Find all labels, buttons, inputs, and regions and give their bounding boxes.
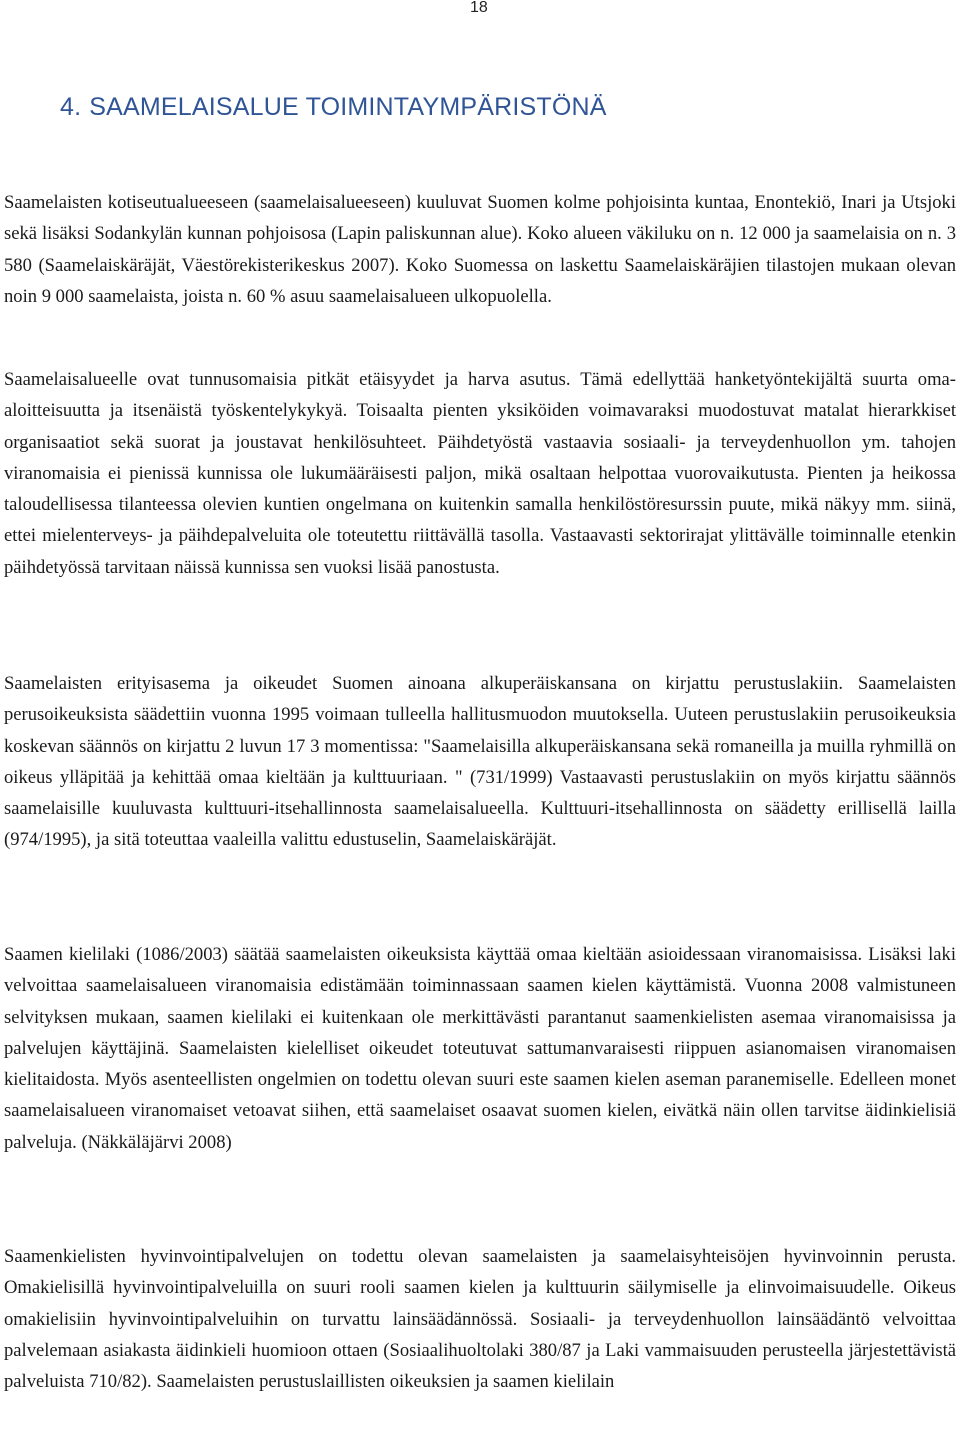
- chapter-number: 4.: [60, 93, 82, 121]
- paragraph-welfare-services: Saamenkielisten hyvinvointipalvelujen on todettu olevan saamelaisten ja saamelaisyhteisöjen hyvinvoinnin perusta. Omakielisillä hyvinvointipalveluilla on suuri rooli saamen kielen ja kulttuurin säilymiselle ja elinvoimaisuudelle. Oikeus omakielisiin hyvinvointipalveluihin on turvattu lainsäädännössä. Sosiaali- ja terveydenhuollon lainsäädäntö velvoittaa palvelemaan asiakasta äidinkieli huomioon ottaen (Sosiaalihuoltolaki 380/87 ja Laki vammaisuuden perusteella järjestettävistä palveluista 710/82). Saamelaisten perustuslaillisten oikeuksien ja saamen kielilain: [4, 1246, 956, 1393]
- paragraph-saamelaisalue-population: Saamelaisten kotiseutualueeseen (saamelaisalueeseen) kuuluvat Suomen kolme pohjoisinta kuntaa, Enontekiö, Inari ja Utsjoki sekä lisäksi Sodankylän kunnan pohjoisosa (Lapin paliskunnan alue). Koko alueen väkiluku on n. 12 000 ja saamelaisia on n. 3 580 (Saamelaiskäräjät, Väestörekisterikeskus 2007). Koko Suomessa on laskettu Saamelaiskäräjien tilastojen mukaan olevan noin 9 000 saamelaista, joista n. 60 % asuu saamelaisalueen ulkopuolella.: [4, 192, 956, 307]
- paragraph-constitutional-rights: Saamelaisten erityisasema ja oikeudet Suomen ainoana alkuperäiskansana on kirjattu perustuslakiin. Saamelaisten perusoikeuksista säädettiin vuonna 1995 voimaan tulleella hallitusmuodon muutoksella. Uuteen perustuslakiin perusoikeuksia koskevan säännös on kirjattu 2 luvun 17 3 momentissa: "Saamelaisilla alkuperäiskansana sekä romaneilla ja muilla ryhmillä on oikeus ylläpitää ja kehittää omaa kieltään ja kulttuuriaan. " (731/1999) Vastaavasti perustuslakiin on myös kirjattu säännös saamelaisille kuuluvasta kulttuuri-itsehallinnosta saamelaisalueella. Kulttuuri-itsehallinnosta on säädetty erillisellä lailla (974/1995), ja sitä toteuttaa vaaleilla valittu edustuselin, Saamelaiskäräjät.: [4, 673, 956, 851]
- chapter-title: SAAMELAISALUE TOIMINTAYMPÄRISTÖNÄ: [89, 93, 607, 121]
- page-number: 18: [470, 0, 488, 16]
- paragraph-sami-language-act: Saamen kielilaki (1086/2003) säätää saamelaisten oikeuksista käyttää omaa kieltään asioidessaan viranomaisissa. Lisäksi laki velvoittaa saamelaisalueen viranomaisia edistämään toiminnassaan saamen kielen käyttämistä. Vuonna 2008 valmistuneen selvityksen mukaan, saamen kielilaki ei kuitenkaan ole merkittävästi parantanut saamenkielisten asemaa viranomaisissa ja palvelujen käyttäjinä. Saamelaisten kielelliset oikeudet toteutuvat sattumanvaraisesti riippuen asianomaisen viranomaisen kielitaidosta. Myös asenteellisten ongelmien on todettu olevan suuri este saamen kielen aseman paranemiselle. Edelleen monet saamelaisalueen viranomaiset vetoavat siihen, että saamelaiset osaavat suomen kielen, eivätkä näin ollen tarvitse äidinkielisiä palveluja. (Näkkäläjärvi 2008): [4, 944, 956, 1153]
- paragraph-distances-services: Saamelaisalueelle ovat tunnusomaisia pitkät etäisyydet ja harva asutus. Tämä edellyttää hanketyöntekijältä suurta oma-aloitteisuutta ja itsenäistä työskentelykykyä. Toisaalta pienten yksiköiden voimavaraksi muodostuvat matalat hierarkkiset organisaatiot sekä suorat ja joustavat henkilösuhteet. Päihdetyöstä vastaavia sosiaali- ja terveydenhuollon ym. tahojen viranomaisia ei pienissä kunnissa ole lukumääräisesti paljon, mikä osaltaan helpottaa vuorovaikutusta. Pienten ja heikossa taloudellisessa tilanteessa olevien kuntien ongelmana on kuitenkin samalla henkilöstöresurssin puute, mikä näkyy mm. siinä, ettei mielenterveys- ja päihdepalveluita ole toteutettu riittävällä tasolla. Vastaavasti sektorirajat ylittävälle toiminnalle etenkin päihdetyössä tarvitaan näissä kunnissa sen vuoksi lisää panostusta.: [4, 369, 956, 578]
- chapter-heading: [60, 92, 607, 122]
